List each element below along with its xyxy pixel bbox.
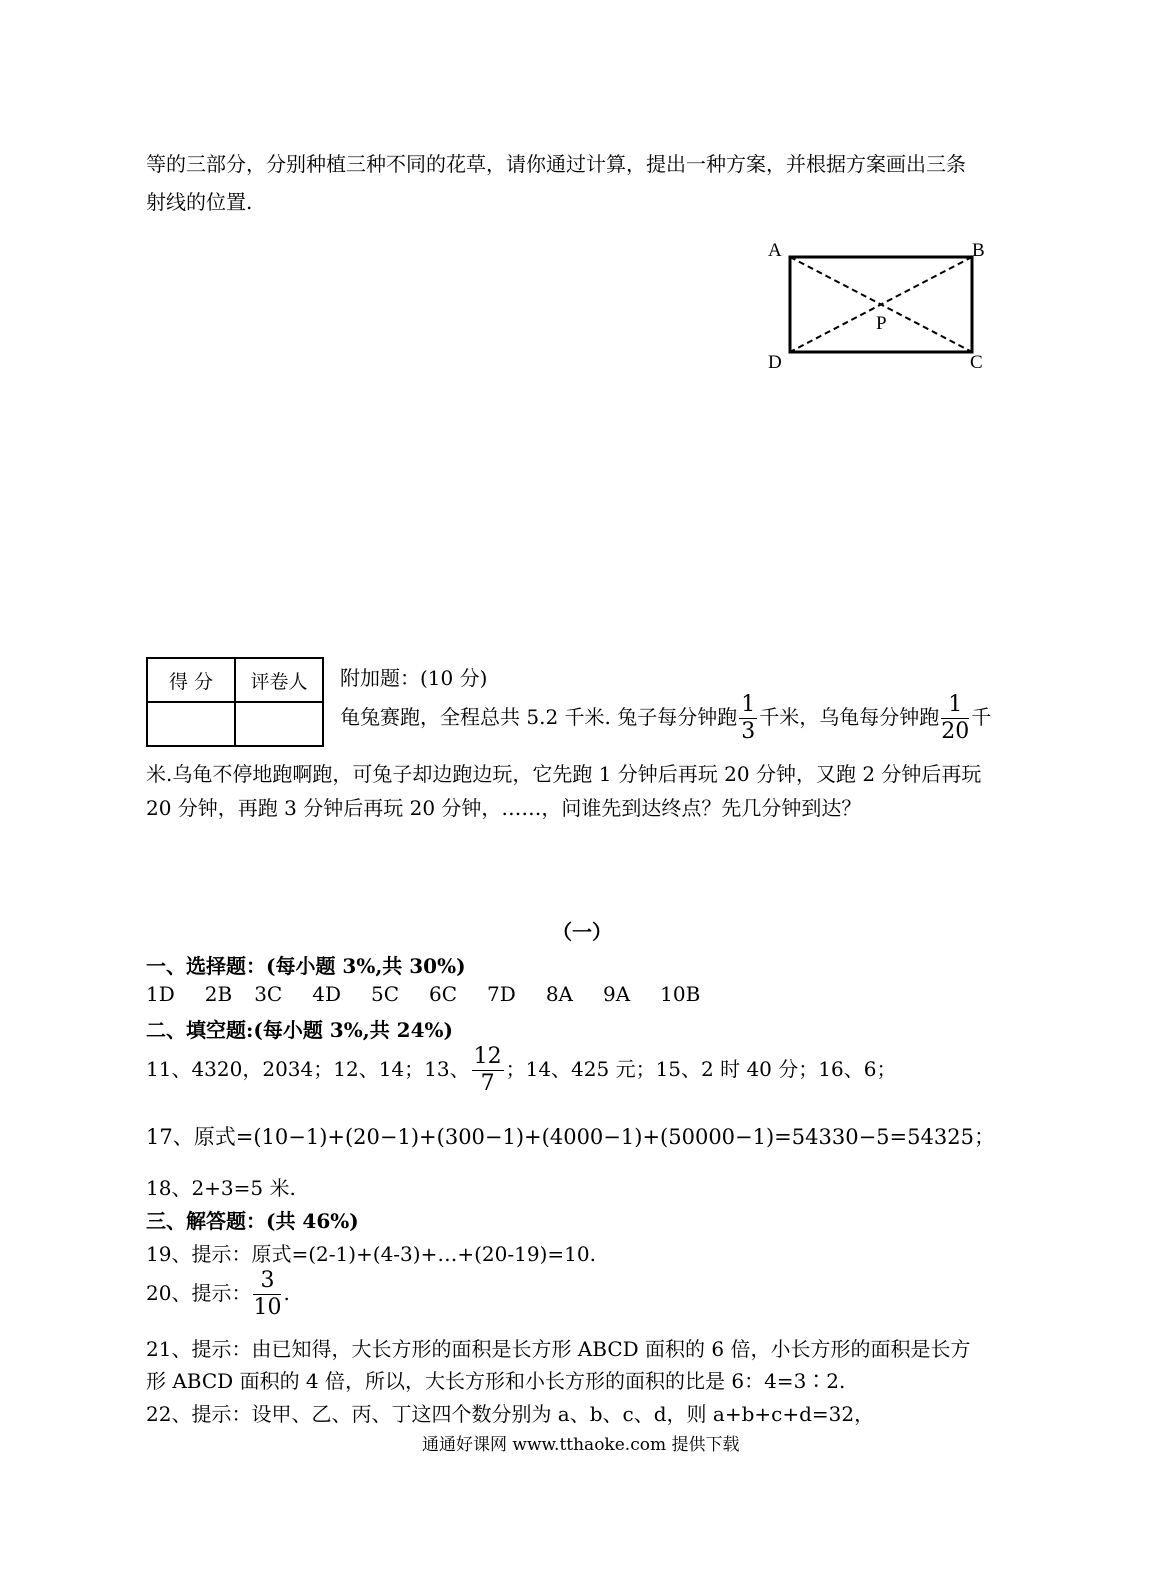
- grader-cell: [235, 702, 323, 746]
- bonus-line-2: 米.乌龟不停地跑啊跑，可兔子却边跑边玩，它先跑 1 分钟后再玩 20 分钟，又跑 2 分钟后再玩: [146, 762, 982, 786]
- footer-text: 通通好课网 www.tthaoke.com 提供下载: [422, 1435, 740, 1455]
- choice-9: 9A: [602, 982, 631, 1006]
- label-d: D: [768, 352, 782, 373]
- choice-1: 1D: [146, 982, 175, 1006]
- choice-4: 4D: [312, 982, 341, 1006]
- label-c: C: [970, 352, 983, 373]
- answer-20: [146, 1268, 290, 1321]
- answer-11-text-a: 11、4320，2034；12、14；13、: [146, 1057, 470, 1081]
- answer-19: 19、提示：原式=(2-1)+(4-3)+…+(20-19)=10.: [146, 1242, 596, 1266]
- label-p: P: [876, 313, 887, 334]
- answer-20-text-a: 20、提示：: [146, 1281, 252, 1305]
- intro-line-1: 等的三部分，分别种植三种不同的花草，请你通过计算，提出一种方案，并根据方案画出三条: [146, 152, 966, 176]
- answer-22: 22、提示：设甲、乙、丙、丁这四个数分别为 a、b、c、d，则 a+b+c+d=32，: [146, 1402, 875, 1426]
- section-3-title: 三、解答题：(共 46%): [146, 1209, 359, 1233]
- score-header: 得 分: [147, 658, 235, 702]
- fraction-twelve-sevenths: [472, 1044, 504, 1097]
- choice-3: 3C: [254, 982, 283, 1006]
- fraction-one-third: [739, 692, 757, 745]
- fraction-one-twentieth: [941, 692, 969, 745]
- fraction-den: 20: [941, 719, 970, 744]
- answer-11-16: [146, 1044, 896, 1097]
- answer-21-line-2: 形 ABCD 面积的 4 倍，所以，大长方形和小长方形的面积的比是 6：4=3∶2.: [146, 1369, 846, 1393]
- fraction-num: 3: [253, 1268, 281, 1295]
- section-2-title: 二、填空题:(每小题 3%,共 24%): [146, 1018, 453, 1042]
- label-a: A: [768, 240, 782, 261]
- score-table: [146, 657, 324, 747]
- answer-17: 17、原式=(10−1)+(20−1)+(300−1)+(4000−1)+(50000−1)=54330−5=54325；: [146, 1125, 995, 1149]
- bonus-text-a: 龟兔赛跑，全程总共 5.2 千米. 兔子每分钟跑: [340, 705, 738, 729]
- choice-7: 7D: [487, 982, 516, 1006]
- bonus-text-b: 千米，乌龟每分钟跑: [759, 705, 940, 729]
- fraction-den: 7: [480, 1071, 495, 1096]
- fraction-num: 12: [473, 1044, 502, 1069]
- bonus-title: 附加题：(10 分): [340, 666, 488, 690]
- answer-11-text-b: ；14、425 元；15、2 时 40 分；16、6；: [505, 1057, 897, 1081]
- choice-10: 10B: [660, 982, 701, 1006]
- score-cell: [147, 702, 235, 746]
- label-b: B: [972, 240, 985, 261]
- choice-answers: [146, 982, 700, 1006]
- fraction-den: 3: [741, 719, 756, 744]
- fraction-den: 10: [253, 1295, 282, 1320]
- bonus-text-c: 千: [971, 705, 992, 729]
- bonus-line-1: [340, 692, 991, 745]
- choice-6: 6C: [429, 982, 458, 1006]
- answer-18: 18、2+3=5 米.: [146, 1176, 296, 1200]
- choice-5: 5C: [370, 982, 400, 1006]
- grader-header: 评卷人: [235, 658, 323, 702]
- intro-line-2: 射线的位置.: [146, 190, 253, 214]
- answer-20-text-b: .: [283, 1281, 290, 1305]
- bonus-line-3: 20 分钟，再跑 3 分钟后再玩 20 分钟，……，问谁先到达终点？先几分钟到达？: [146, 796, 862, 820]
- choice-2: 2B: [204, 982, 233, 1006]
- answer-21-line-1: 21、提示：由已知得，大长方形的面积是长方形 ABCD 面积的 6 倍，小长方形的面积是长方: [146, 1337, 971, 1361]
- fraction-three-tenths: [253, 1268, 281, 1321]
- fraction-num: 1: [941, 692, 969, 719]
- choice-8: 8A: [545, 982, 573, 1006]
- section-1-title: 一、选择题：(每小题 3%,共 30%): [146, 954, 466, 978]
- fraction-num: 1: [741, 692, 756, 717]
- answers-heading: （一）: [552, 920, 612, 944]
- rectangle-figure: [760, 234, 1000, 384]
